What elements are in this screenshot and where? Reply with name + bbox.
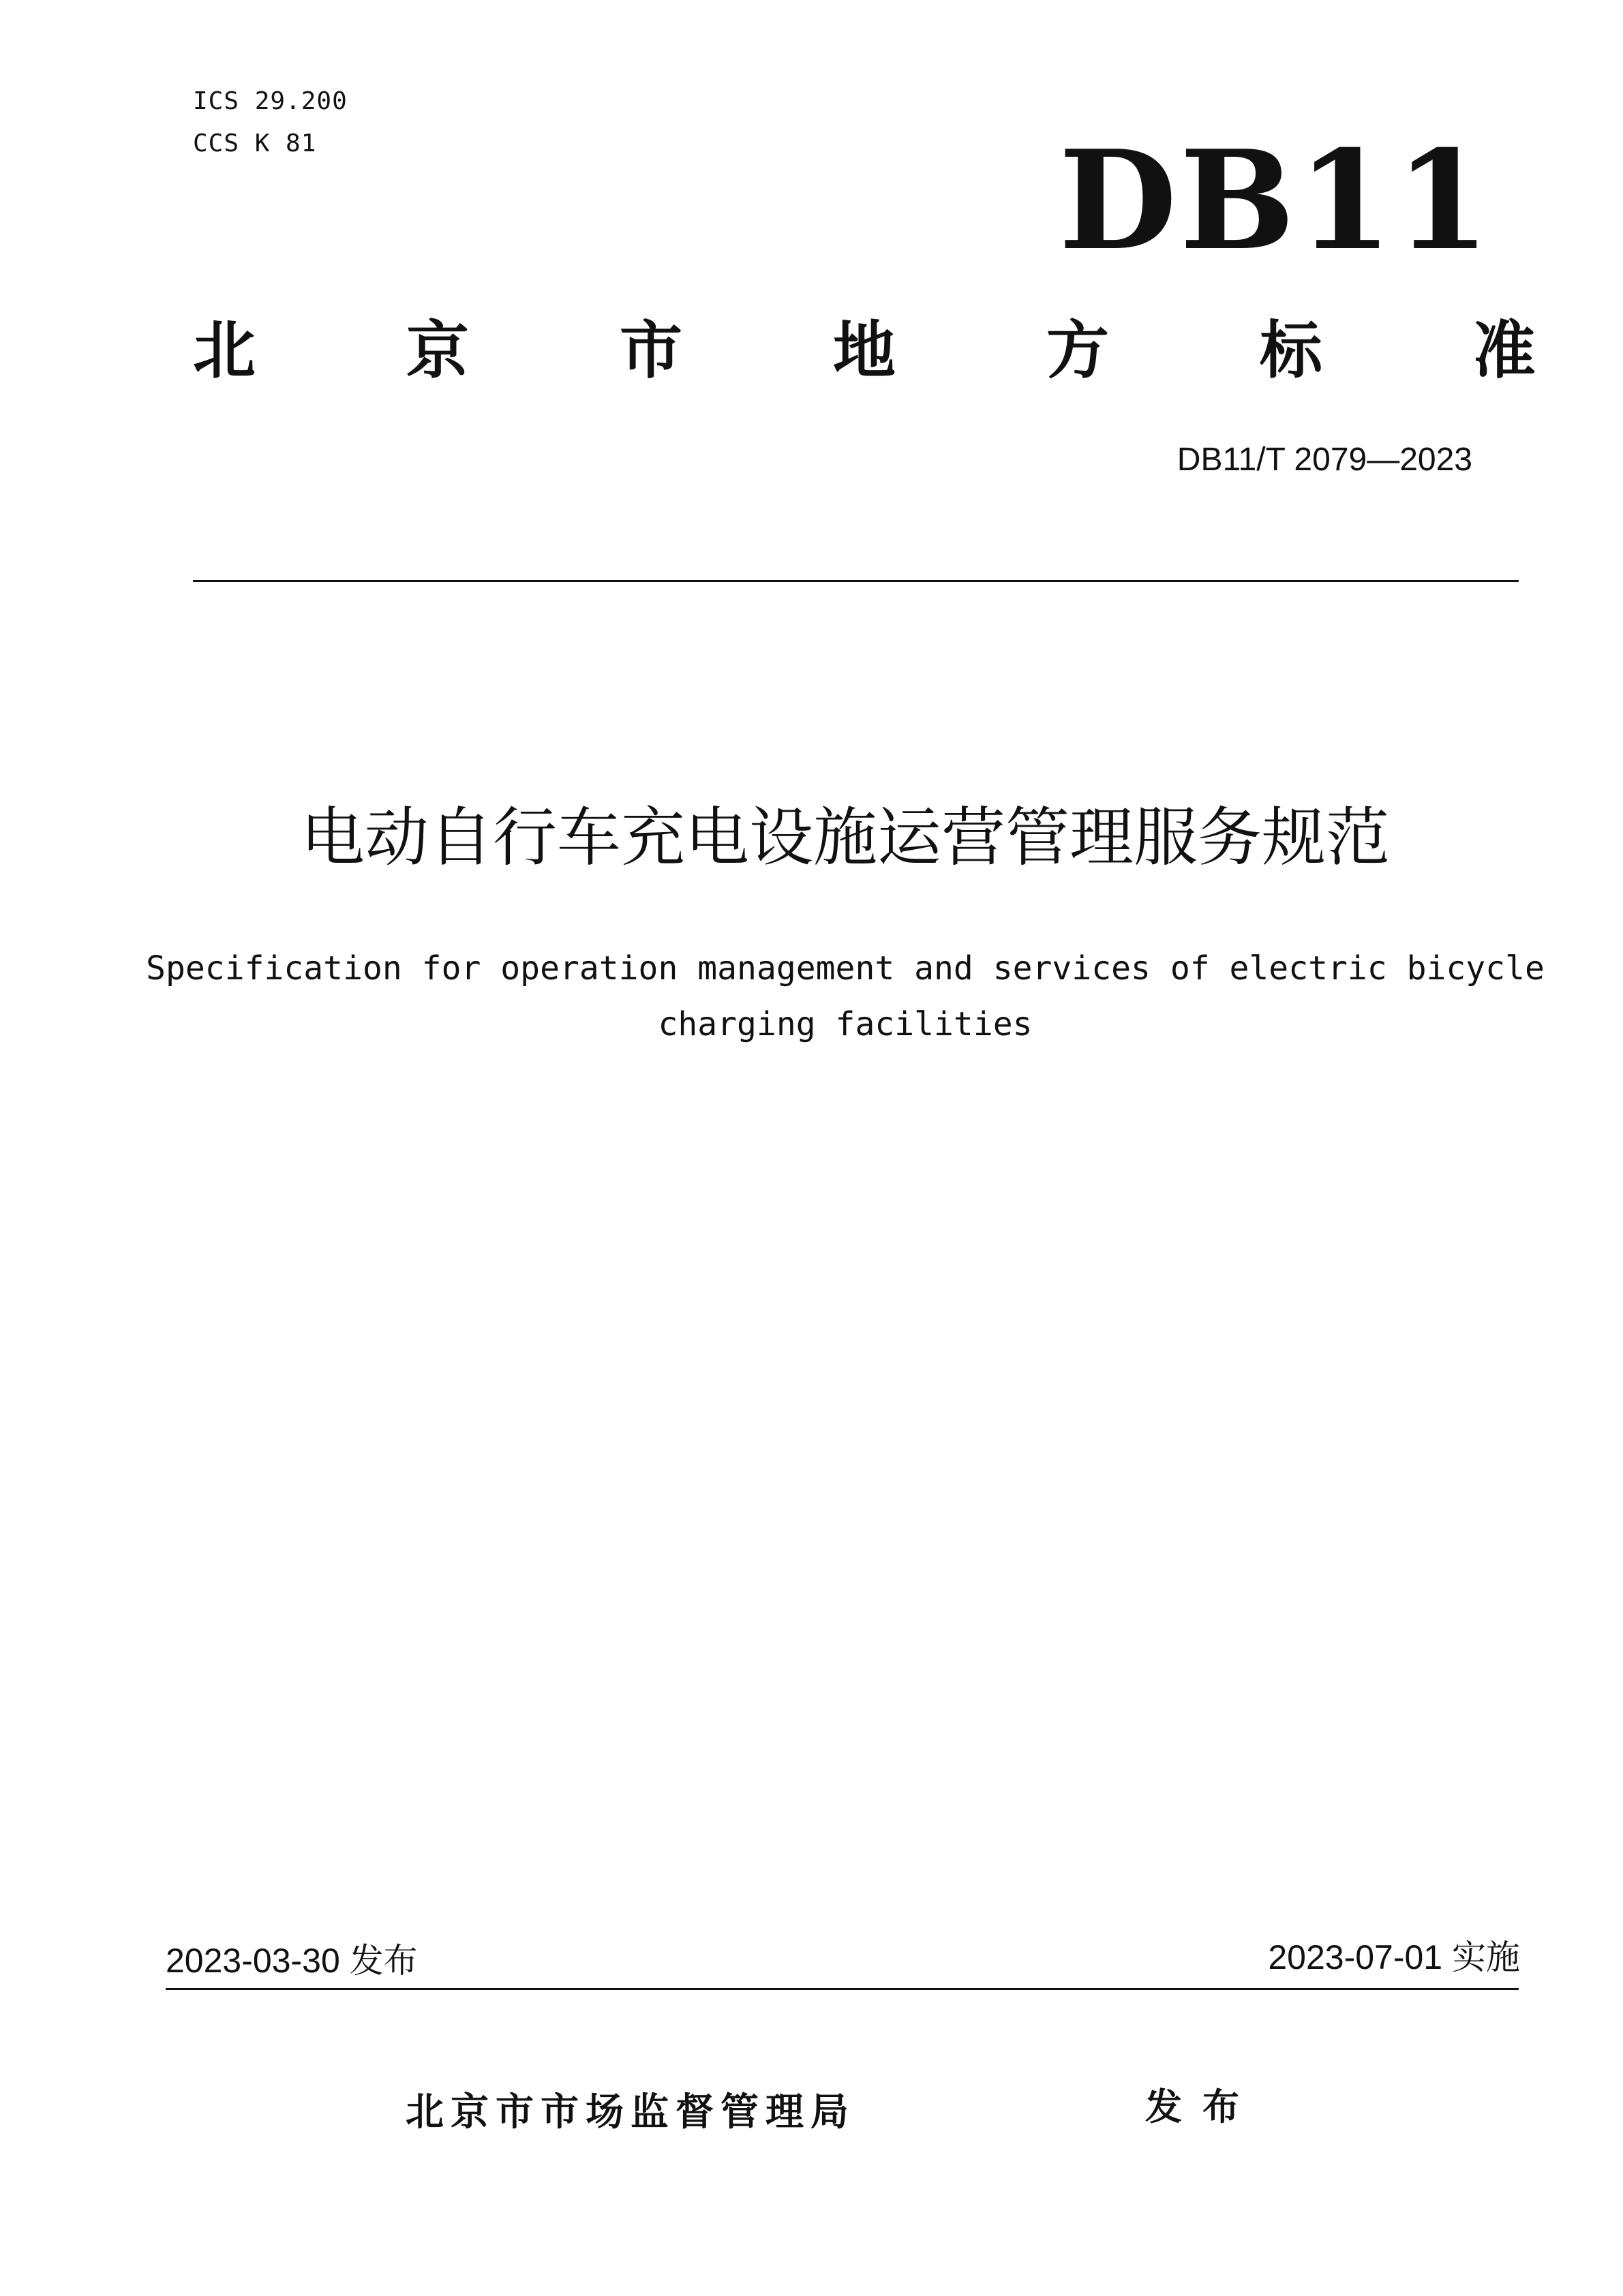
standard-type-char: 市 [619,314,682,387]
english-title-line: charging facilities [658,1005,1033,1043]
ccs-code: CCS K 81 [193,129,317,157]
standard-type-char: 北 [193,314,256,387]
english-title [136,940,1554,1052]
standard-type-char: 方 [1046,314,1109,387]
classification-codes [193,80,348,165]
top-divider [193,580,1519,582]
bottom-divider [166,1988,1519,1990]
ics-code: ICS 29.200 [193,87,348,115]
standard-type-char: 标 [1259,314,1322,387]
standard-mark: DB11 [1059,121,1493,281]
standard-type-char: 京 [406,314,469,387]
implementation-date: 2023-07-01 实施 [1268,1938,1520,1976]
standard-type-heading [193,313,1536,388]
standard-type-char: 地 [832,314,896,387]
publish-label: 发布 [1145,2085,1260,2128]
english-title-line: Specification for operation management and services of electric bicycle [146,949,1545,988]
standard-type-char: 准 [1472,314,1536,387]
publisher-name: 北京市市场监督管理局 [406,2090,855,2134]
standard-number: DB11/T 2079—2023 [1177,442,1472,478]
chinese-title: 电动自行车充电设施运营管理服务规范 [300,801,1390,875]
issue-date: 2023-03-30 发布 [166,1942,418,1980]
